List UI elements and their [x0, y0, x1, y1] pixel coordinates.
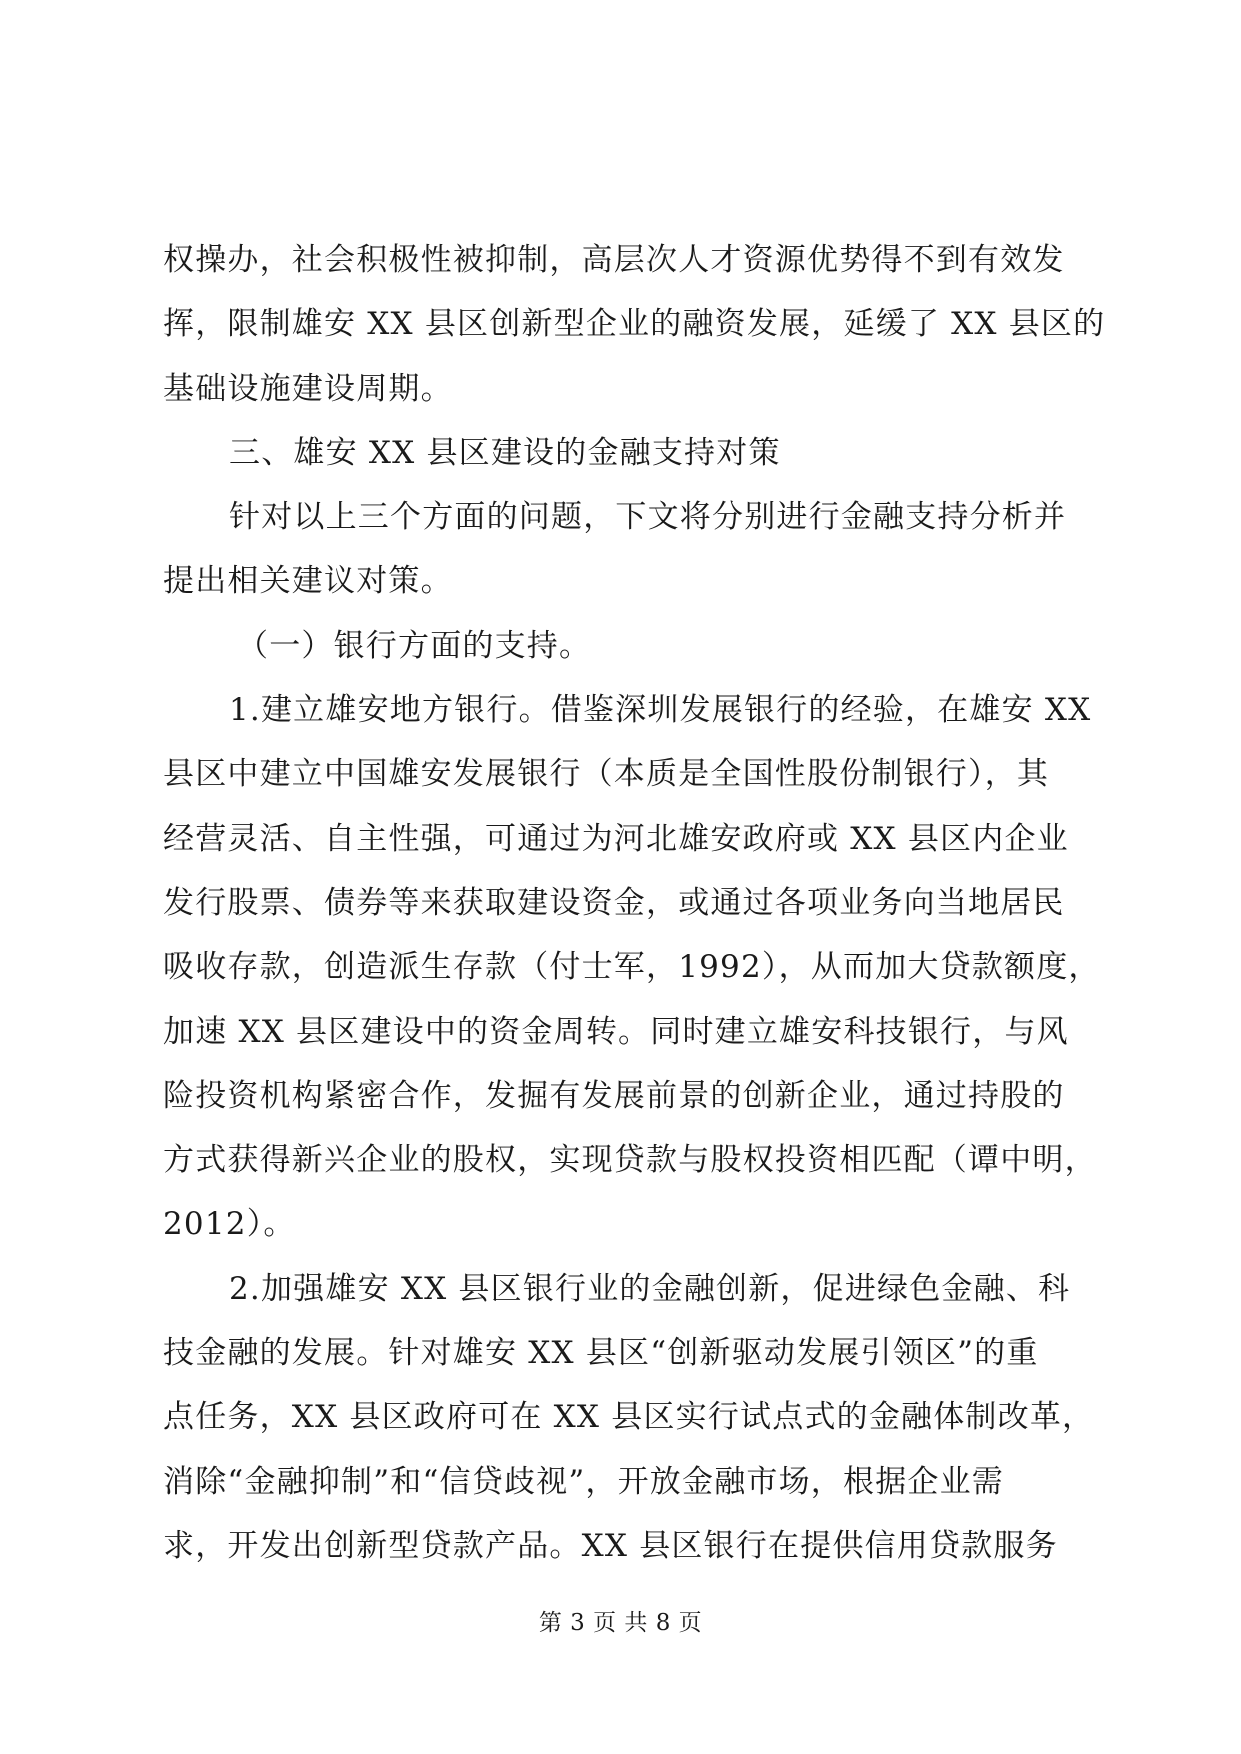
text-line: 吸收存款，创造派生存款（付士军，1992），从而加大贷款额度，	[163, 949, 1101, 986]
text-line: 提出相关建议对策。	[163, 563, 453, 600]
text-line: 2012）。	[163, 1206, 296, 1243]
text-line: 消除“金融抑制”和“信贷歧视”，开放金融市场，根据企业需	[163, 1463, 1004, 1500]
text-line: 加速 XX 县区建设中的资金周转。同时建立雄安科技银行，与风	[163, 1013, 1069, 1050]
text-line: 2.加强雄安 XX 县区银行业的金融创新，促进绿色金融、科	[229, 1270, 1071, 1307]
text-line: 发行股票、债券等来获取建设资金，或通过各项业务向当地居民	[163, 884, 1065, 921]
subsection-heading: （一）银行方面的支持。	[237, 627, 592, 664]
text-line: 1.建立雄安地方银行。借鉴深圳发展银行的经验，在雄安 XX	[229, 692, 1092, 729]
text-line: 挥，限制雄安 XX 县区创新型企业的融资发展，延缓了 XX 县区的	[163, 306, 1106, 343]
text-line: 针对以上三个方面的问题，下文将分别进行金融支持分析并	[229, 499, 1067, 536]
text-line: 县区中建立中国雄安发展银行（本质是全国性股份制银行），其	[163, 756, 1050, 793]
text-line: 险投资机构紧密合作，发掘有发展前景的创新企业，通过持股的	[163, 1077, 1065, 1114]
text-line: 方式获得新兴企业的股权，实现贷款与股权投资相匹配（谭中明，	[163, 1142, 1097, 1179]
text-line: 基础设施建设周期。	[163, 370, 453, 407]
body-text	[163, 228, 1106, 1578]
text-line: 权操办，社会积极性被抑制，高层次人才资源优势得不到有效发	[163, 242, 1065, 278]
text-line: 技金融的发展。针对雄安 XX 县区“创新驱动发展引领区”的重	[163, 1335, 1039, 1372]
text-line: 经营灵活、自主性强，可通过为河北雄安政府或 XX 县区内企业	[163, 820, 1069, 857]
text-line: 点任务，XX 县区政府可在 XX 县区实行试点式的金融体制改革，	[163, 1399, 1095, 1436]
text-line: 求，开发出创新型贷款产品。XX 县区银行在提供信用贷款服务	[163, 1527, 1058, 1564]
page-number-footer: 第 3 页 共 8 页	[538, 1610, 703, 1636]
section-heading: 三、雄安 XX 县区建设的金融支持对策	[229, 434, 781, 471]
